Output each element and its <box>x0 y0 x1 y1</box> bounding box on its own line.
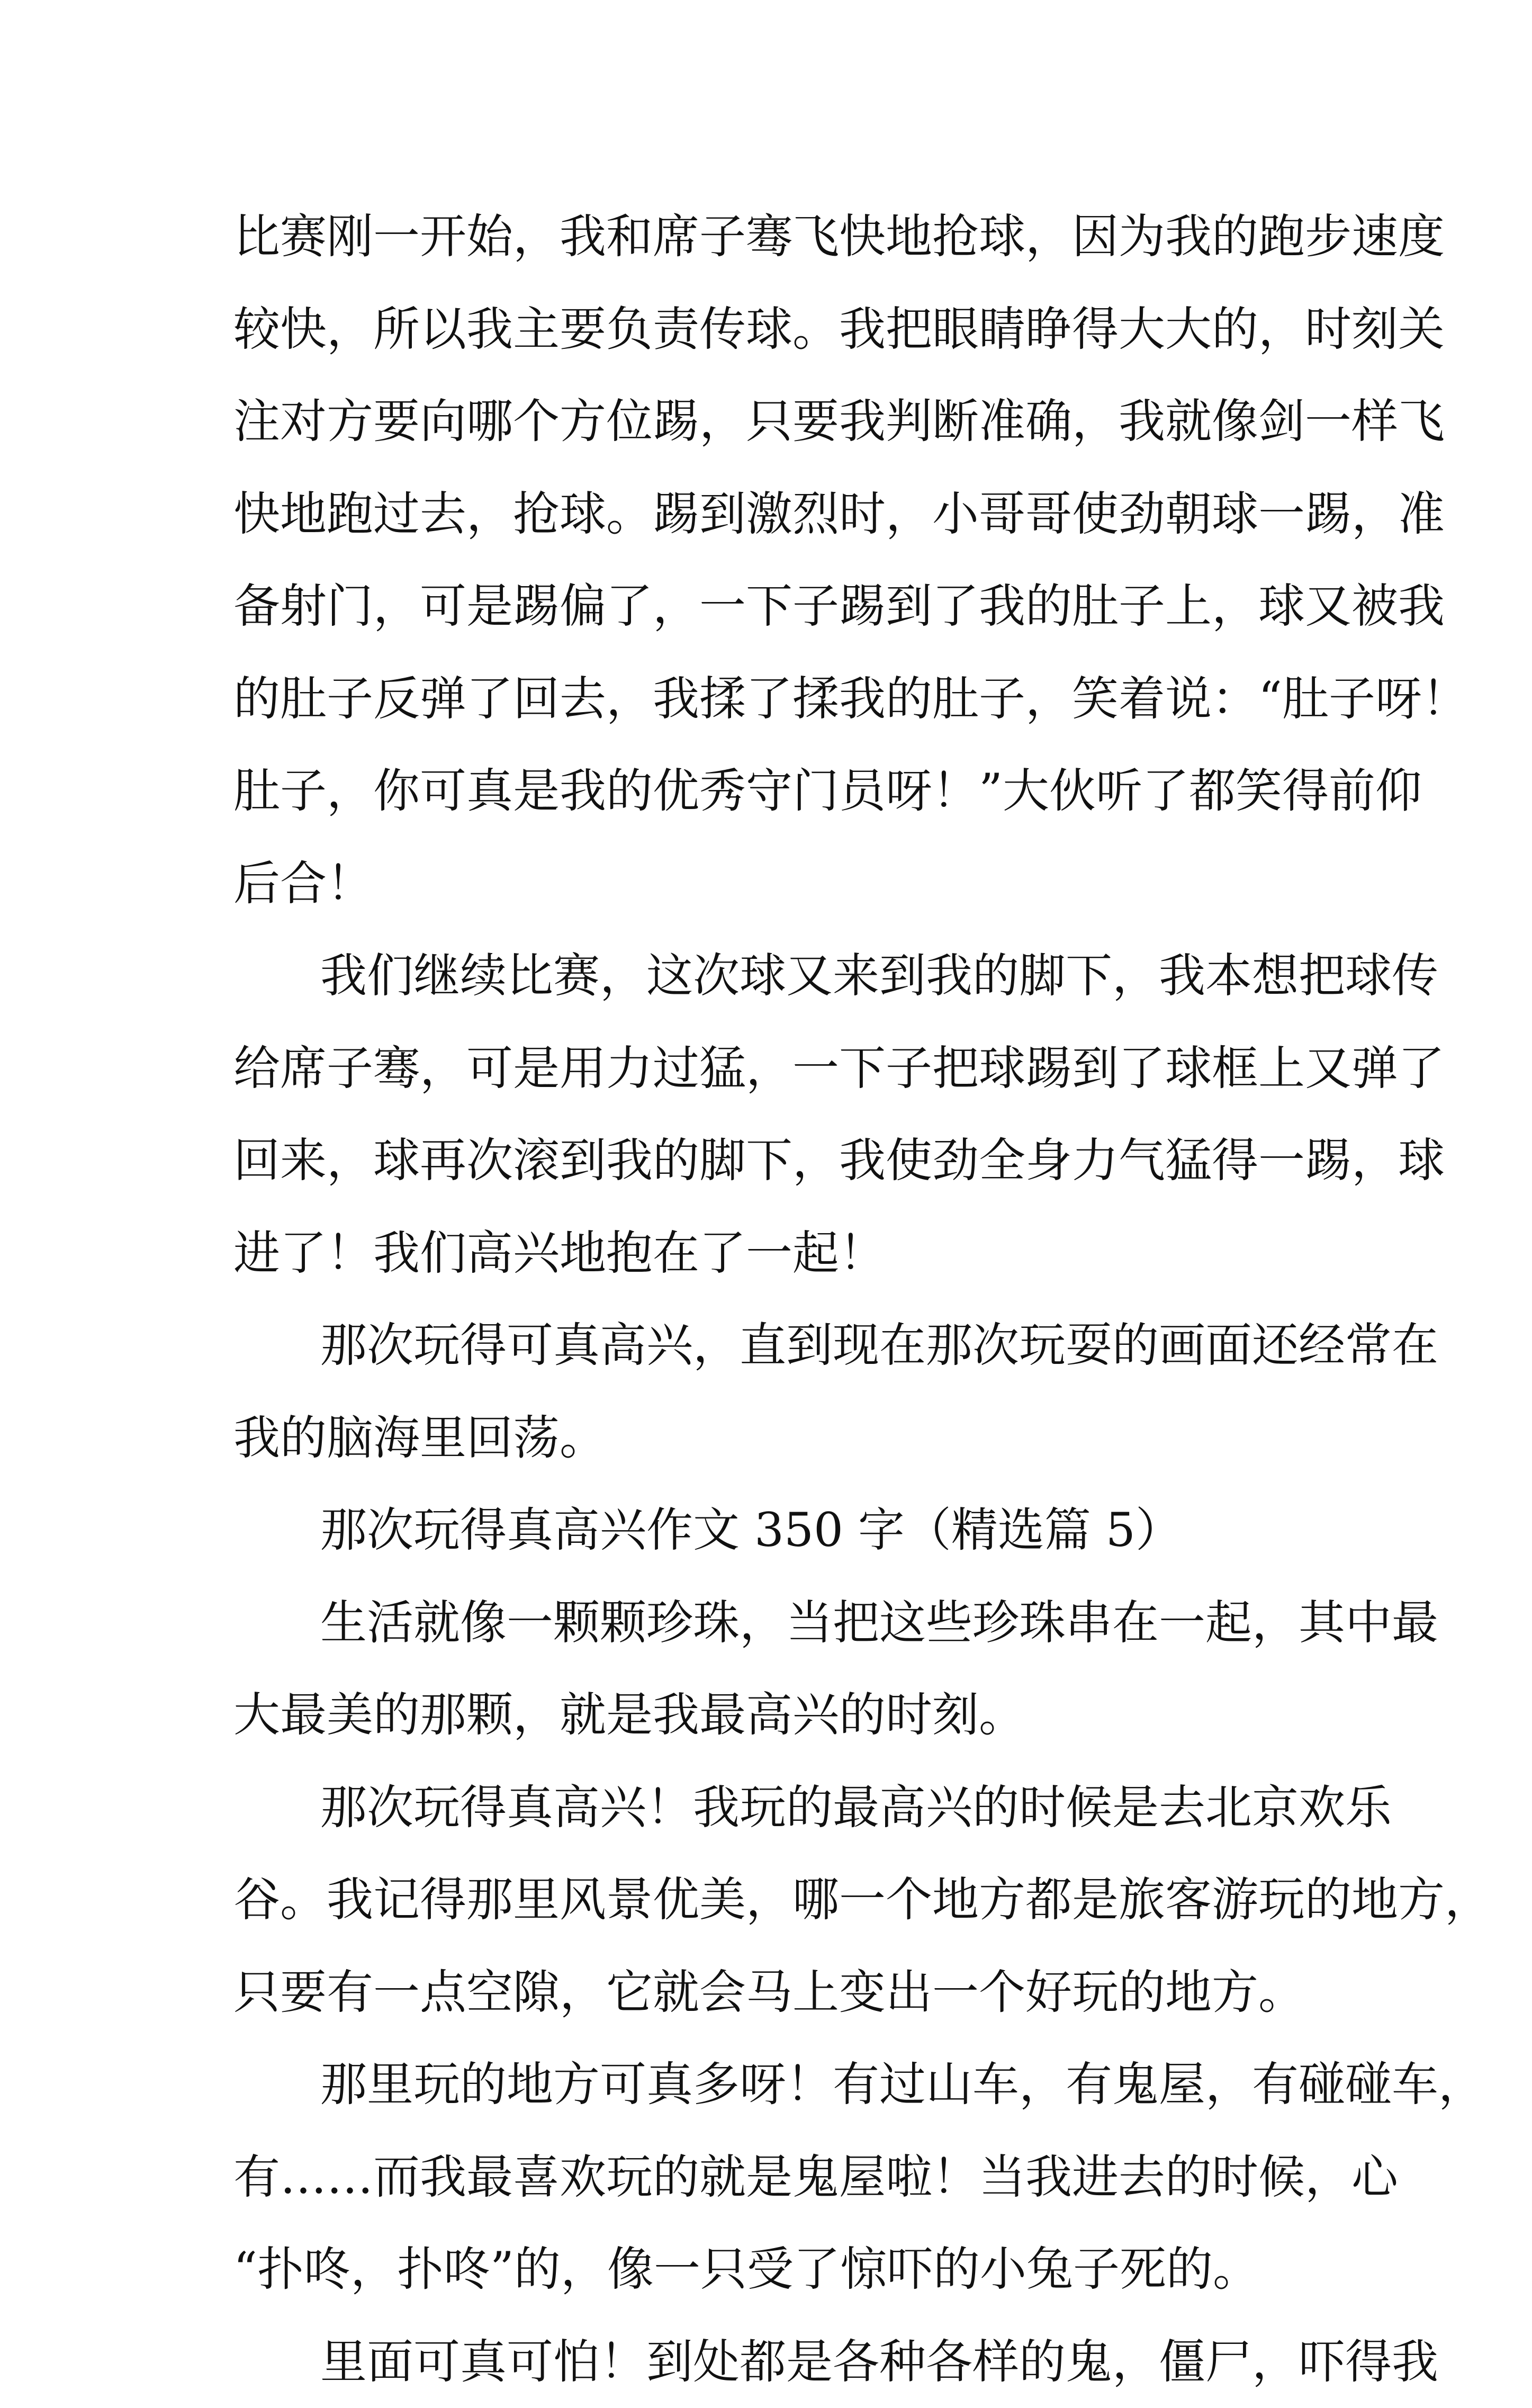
section-heading: 那次玩得真高兴作文 350 字（精选篇 5） <box>233 1484 1297 1577</box>
text-line: 有……而我最喜欢玩的就是鬼屋啦！当我进去的时候，心 <box>233 2131 1297 2224</box>
text-line: 我的脑海里回荡。 <box>233 1392 1297 1485</box>
text-line: 里面可真可怕！到处都是各种各样的鬼，僵尸，吓得我 <box>233 2316 1297 2408</box>
text-line: 那次玩得可真高兴，直到现在那次玩耍的画面还经常在 <box>233 1299 1297 1392</box>
text-line: 快地跑过去，抢球。踢到激烈时，小哥哥使劲朝球一踢，准 <box>233 468 1297 561</box>
essay-text <box>233 191 1297 2408</box>
text-line: 那里玩的地方可真多呀！有过山车，有鬼屋，有碰碰车， <box>233 2038 1297 2131</box>
text-line: 谷。我记得那里风景优美，哪一个地方都是旅客游玩的地方， <box>233 1854 1297 1946</box>
text-line: 注对方要向哪个方位踢，只要我判断准确，我就像剑一样飞 <box>233 375 1297 468</box>
text-line: 生活就像一颗颗珍珠，当把这些珍珠串在一起，其中最 <box>233 1577 1297 1669</box>
text-line: 大最美的那颗，就是我最高兴的时刻。 <box>233 1669 1297 1762</box>
text-line: 较快，所以我主要负责传球。我把眼睛睁得大大的，时刻关 <box>233 283 1297 376</box>
text-line: 只要有一点空隙，它就会马上变出一个好玩的地方。 <box>233 1946 1297 2039</box>
text-line: 我们继续比赛，这次球又来到我的脚下，我本想把球传 <box>233 930 1297 1022</box>
text-line: 进了！我们高兴地抱在了一起！ <box>233 1207 1297 1300</box>
text-line: 后合！ <box>233 838 1297 930</box>
text-line: 备射门，可是踢偏了，一下子踢到了我的肚子上，球又被我 <box>233 560 1297 653</box>
text-line: 的肚子反弹了回去，我揉了揉我的肚子，笑着说：“肚子呀！ <box>233 653 1297 745</box>
text-line: “扑咚，扑咚”的，像一只受了惊吓的小兔子死的。 <box>233 2223 1297 2316</box>
text-line: 给席子骞，可是用力过猛，一下子把球踢到了球框上又弹了 <box>233 1022 1297 1115</box>
text-line: 比赛刚一开始，我和席子骞飞快地抢球，因为我的跑步速度 <box>233 191 1297 283</box>
text-line: 肚子，你可真是我的优秀守门员呀！”大伙听了都笑得前仰 <box>233 745 1297 838</box>
text-line: 那次玩得真高兴！我玩的最高兴的时候是去北京欢乐 <box>233 1762 1297 1854</box>
text-line: 回来，球再次滚到我的脚下，我使劲全身力气猛得一踢，球 <box>233 1115 1297 1207</box>
